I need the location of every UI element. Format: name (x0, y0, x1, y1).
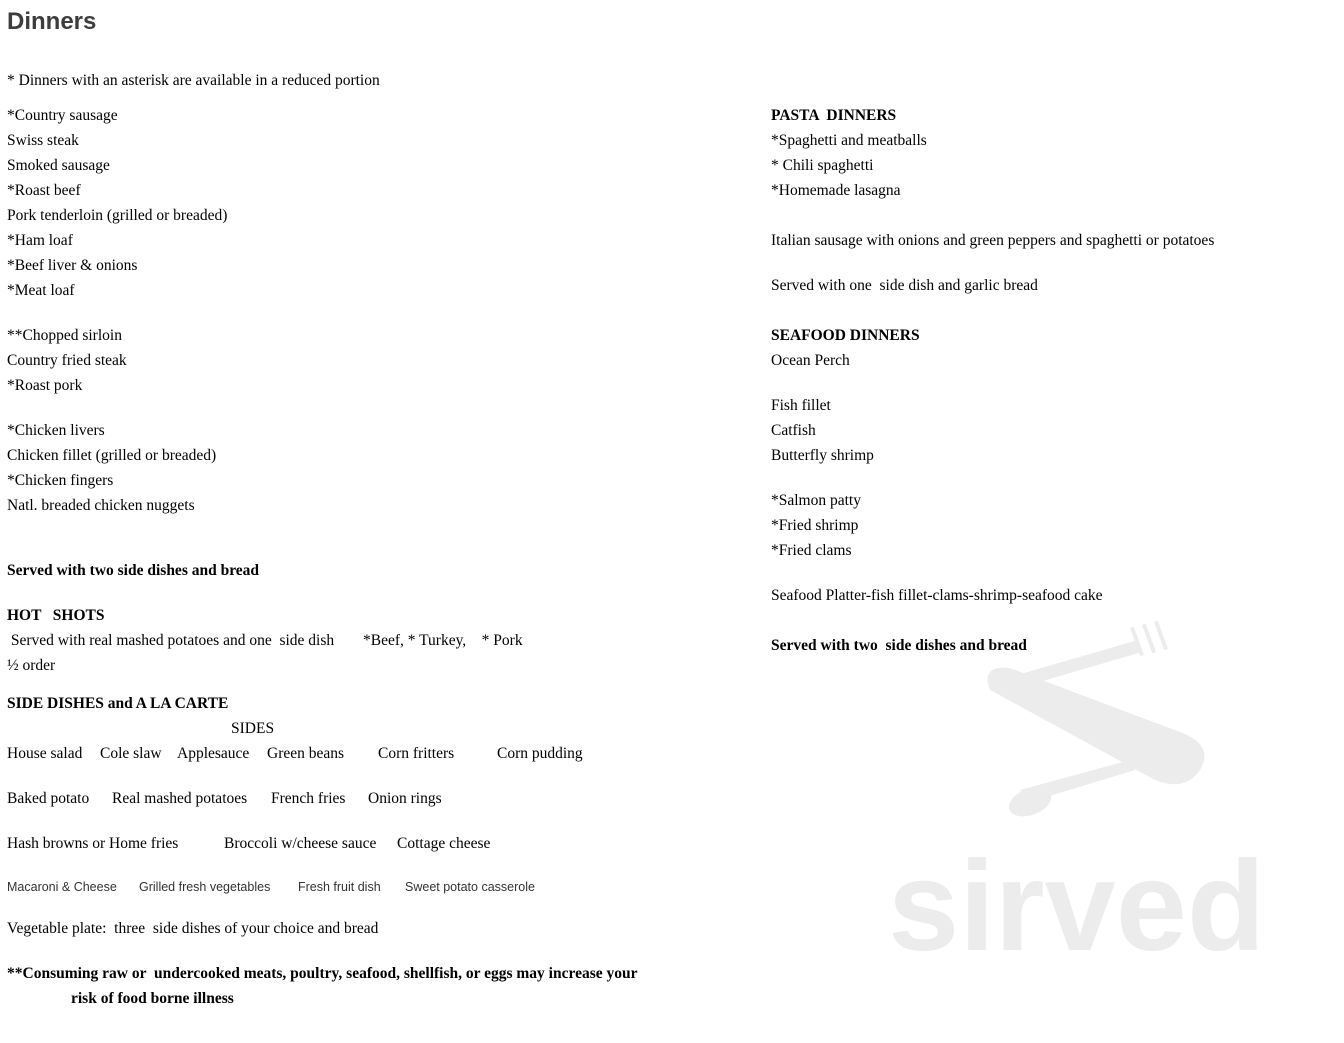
menu-item: Smoked sausage (7, 157, 110, 174)
page-title: Dinners (7, 8, 97, 35)
pasta-heading: PASTA DINNERS (771, 107, 897, 124)
side-item: Hash browns or Home fries (7, 835, 179, 852)
side-item: Baked potato (7, 790, 90, 807)
side-item: French fries (271, 790, 346, 807)
menu-item: Swiss steak (7, 132, 79, 149)
side-item: House salad (7, 745, 83, 762)
menu-item: Country fried steak (7, 352, 127, 369)
side-item: Fresh fruit dish (298, 880, 381, 894)
menu-item: *Fried shrimp (771, 517, 859, 534)
side-item: Real mashed potatoes (112, 790, 248, 807)
side-item: Applesauce (177, 745, 250, 762)
menu-item: *Meat loaf (7, 282, 75, 299)
side-item: Onion rings (368, 790, 442, 807)
menu-item: Natl. breaded chicken nuggets (7, 497, 195, 514)
menu-item: *Ham loaf (7, 232, 73, 249)
side-item: Sweet potato casserole (405, 880, 535, 894)
menu-item: Pork tenderloin (grilled or breaded) (7, 207, 228, 224)
hot-shots-options: *Beef, * Turkey, * Pork (363, 632, 523, 649)
menu-item: *Spaghetti and meatballs (771, 132, 927, 149)
hot-shots-description: Served with real mashed potatoes and one side dish (7, 632, 335, 649)
menu-item: *Salmon patty (771, 492, 861, 509)
watermark-text: sirved (888, 835, 1266, 960)
menu-item: *Homemade lasagna (771, 182, 901, 199)
food-safety-warning-continued: risk of food borne illness (71, 990, 234, 1007)
side-item: Cole slaw (100, 745, 162, 762)
menu-item: *Roast beef (7, 182, 81, 199)
menu-item: Catfish (771, 422, 816, 439)
side-item: Macaroni & Cheese (7, 880, 117, 894)
menu-item: *Roast pork (7, 377, 83, 394)
side-item: Green beans (267, 745, 345, 762)
asterisk-note: * Dinners with an asterisk are available in a reduced portion (7, 72, 380, 89)
menu-item: *Beef liver & onions (7, 257, 138, 274)
pasta-served-note: Served with one side dish and garlic bread (771, 277, 1038, 294)
menu-item: *Fried clams (771, 542, 852, 559)
side-item: Corn fritters (378, 745, 455, 762)
menu-item: *Chicken livers (7, 422, 105, 439)
sides-subheading: SIDES (231, 720, 275, 737)
menu-item: Italian sausage with onions and green peppers and spaghetti or potatoes (771, 232, 1215, 249)
side-item: Corn pudding (497, 745, 583, 762)
food-safety-warning: **Consuming raw or undercooked meats, poultry, seafood, shellfish, or eggs may increase your (7, 965, 638, 982)
fork-spoon-logo-icon (988, 621, 1205, 822)
menu-item: Ocean Perch (771, 352, 850, 369)
menu-item: Fish fillet (771, 397, 831, 414)
vegetable-plate-note: Vegetable plate: three side dishes of your choice and bread (7, 920, 379, 937)
side-item: Cottage cheese (397, 835, 491, 852)
menu-item: *Country sausage (7, 107, 118, 124)
sirved-watermark (880, 620, 1300, 960)
seafood-heading: SEAFOOD DINNERS (771, 327, 920, 344)
menu-item: * Chili spaghetti (771, 157, 874, 174)
served-note: Served with two side dishes and bread (7, 562, 260, 579)
menu-item: **Chopped sirloin (7, 327, 122, 344)
menu-item: Seafood Platter-fish fillet-clams-shrimp-seafood cake (771, 587, 1103, 604)
seafood-served-note: Served with two side dishes and bread (771, 637, 1027, 654)
menu-item: Butterfly shrimp (771, 447, 874, 464)
menu-item: *Chicken fingers (7, 472, 114, 489)
half-order-note: ½ order (7, 657, 56, 674)
side-item: Broccoli w/cheese sauce (224, 835, 377, 852)
side-item: Grilled fresh vegetables (139, 880, 271, 894)
side-dishes-heading: SIDE DISHES and A LA CARTE (7, 695, 229, 712)
hot-shots-heading: HOT SHOTS (7, 607, 105, 624)
menu-item: Chicken fillet (grilled or breaded) (7, 447, 217, 464)
